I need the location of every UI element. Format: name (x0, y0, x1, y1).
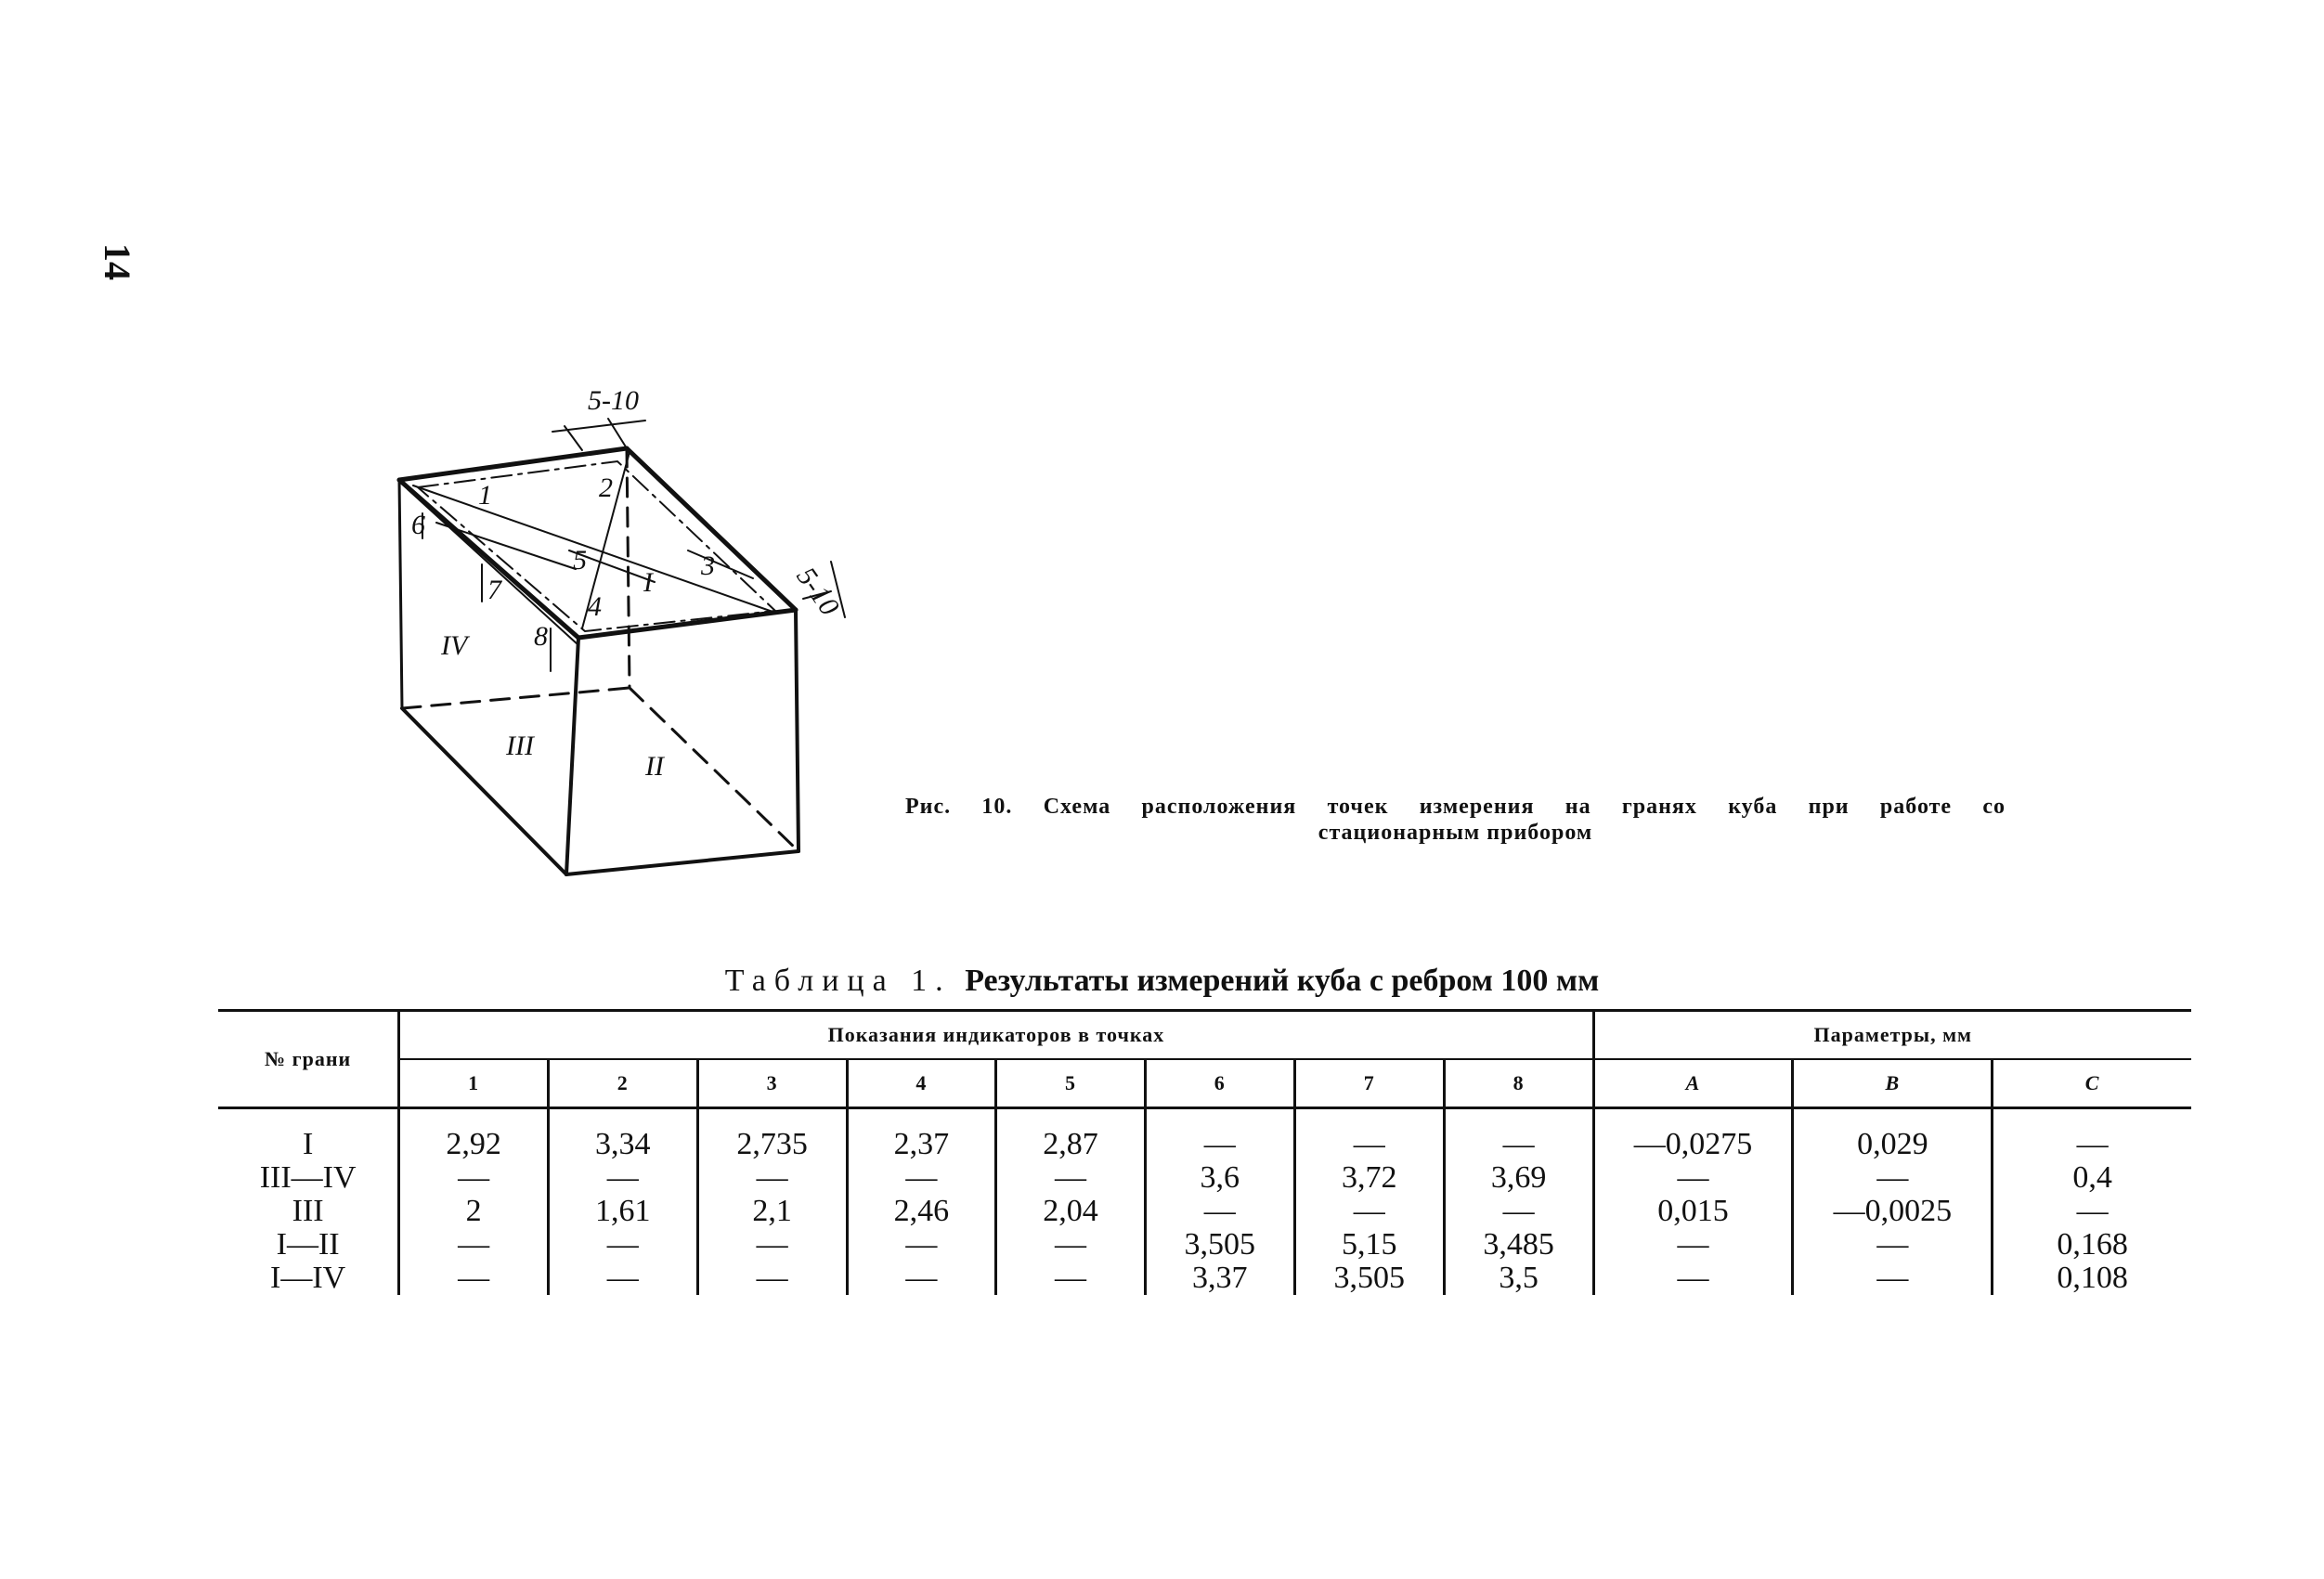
dimension-label: 5-10 (588, 385, 639, 416)
point-cell: 3,5 (1444, 1262, 1593, 1295)
point-cell: — (399, 1228, 549, 1262)
header-param: B (1793, 1059, 1993, 1108)
point-cell: 3,505 (1145, 1228, 1294, 1262)
cube-edge (399, 480, 402, 708)
table-row (218, 1262, 2191, 1295)
point-cell: — (1444, 1108, 1593, 1162)
hidden-edge (402, 688, 630, 708)
table-row (218, 1108, 2191, 1162)
face-cell: III (292, 1194, 324, 1228)
point-cell: 2,04 (996, 1195, 1146, 1228)
param-cell: — (1793, 1262, 1993, 1295)
param-cell: — (1993, 1108, 2191, 1162)
point-cell: 2,92 (399, 1108, 549, 1162)
header-point: 7 (1294, 1059, 1444, 1108)
point-label: 6 (411, 510, 425, 540)
table-title-text: Результаты измерений куба с ребром 100 мм (965, 964, 1600, 998)
point-label: 2 (599, 472, 613, 503)
point-label: 8 (534, 621, 548, 652)
point-cell: 3,6 (1145, 1161, 1294, 1195)
point-label: 1 (478, 480, 492, 511)
point-cell: — (697, 1161, 847, 1195)
point-cell: 2,1 (697, 1195, 847, 1228)
param-cell: 0,015 (1593, 1195, 1793, 1228)
param-cell: — (1593, 1228, 1793, 1262)
point-cell: 3,37 (1145, 1262, 1294, 1295)
point-cell: 2,87 (996, 1108, 1146, 1162)
table-title (0, 964, 2324, 999)
caption-line-1: Рис. 10. Схема расположения точек измерения на гранях куба при работе со (905, 795, 2006, 819)
header-point: 1 (399, 1059, 549, 1108)
face-cell: I—IV (270, 1261, 346, 1295)
header-indicators: Показания индикаторов в точках (399, 1011, 1593, 1060)
header-param: C (1993, 1059, 2191, 1108)
param-cell: — (1593, 1262, 1793, 1295)
point-label: 5 (573, 545, 587, 576)
param-cell: — (1993, 1195, 2191, 1228)
header-point: 2 (548, 1059, 697, 1108)
point-cell: — (399, 1262, 549, 1295)
point-cell: — (996, 1161, 1146, 1195)
face-cell: III—IV (259, 1160, 357, 1195)
cube-edge (578, 610, 796, 638)
param-cell: —0,0025 (1793, 1195, 1993, 1228)
point-cell: — (1294, 1108, 1444, 1162)
point-cell: — (548, 1262, 697, 1295)
table-row (218, 1195, 2191, 1228)
point-cell: 1,61 (548, 1195, 697, 1228)
cube-edge (796, 610, 798, 851)
cube-edge (566, 638, 578, 874)
point-cell: 3,69 (1444, 1161, 1593, 1195)
param-cell: 0,4 (1993, 1161, 2191, 1195)
results-table (218, 1009, 2191, 1295)
point-cell: 2,46 (847, 1195, 996, 1228)
point-cell: — (548, 1228, 697, 1262)
param-cell: — (1593, 1161, 1793, 1195)
face-label: IV (441, 630, 468, 661)
header-point: 3 (697, 1059, 847, 1108)
param-cell: — (1793, 1161, 1993, 1195)
face-cell: I (302, 1127, 314, 1161)
point-cell: 3,485 (1444, 1228, 1593, 1262)
face-label: II (645, 751, 664, 782)
face-label: I (643, 567, 653, 598)
face-label: III (506, 731, 534, 761)
point-cell: — (847, 1262, 996, 1295)
param-cell: 0,168 (1993, 1228, 2191, 1262)
measurement-line (688, 550, 753, 578)
point-cell: 3,34 (548, 1108, 697, 1162)
cube-measurement-diagram (367, 376, 887, 882)
table-row (218, 1228, 2191, 1262)
point-cell: 2 (399, 1195, 549, 1228)
table-title-lead: Таблица 1. (724, 964, 952, 998)
dimension-label: 5-10 (790, 562, 845, 622)
param-cell: 0,029 (1793, 1108, 1993, 1162)
point-cell: — (1294, 1195, 1444, 1228)
param-cell: — (1793, 1228, 1993, 1262)
point-cell: — (996, 1228, 1146, 1262)
point-cell: — (548, 1161, 697, 1195)
header-point: 4 (847, 1059, 996, 1108)
face-cell: I—II (276, 1227, 340, 1262)
page-number: 14 (97, 243, 138, 280)
cube-edge (402, 708, 566, 874)
header-point: 6 (1145, 1059, 1294, 1108)
caption-line-2: стационарным прибором (1318, 821, 1593, 845)
header-point: 5 (996, 1059, 1146, 1108)
header-params: Параметры, мм (1593, 1011, 2191, 1060)
point-cell: — (996, 1262, 1146, 1295)
cube-edge (566, 851, 798, 874)
figure-caption (905, 794, 2006, 846)
point-cell: — (847, 1161, 996, 1195)
point-cell: — (847, 1228, 996, 1262)
point-label: 7 (487, 575, 501, 605)
point-cell: — (697, 1262, 847, 1295)
point-cell: — (697, 1228, 847, 1262)
param-cell: 0,108 (1993, 1262, 2191, 1295)
point-cell: 3,72 (1294, 1161, 1444, 1195)
point-cell: 2,735 (697, 1108, 847, 1162)
hidden-edge (627, 448, 630, 688)
point-cell: 5,15 (1294, 1228, 1444, 1262)
header-face: № грани (218, 1011, 399, 1108)
table-row (218, 1161, 2191, 1195)
point-label: 4 (588, 591, 602, 622)
param-cell: —0,0275 (1593, 1108, 1793, 1162)
point-label: 3 (701, 550, 715, 581)
point-cell: — (1145, 1195, 1294, 1228)
point-cell: — (1444, 1195, 1593, 1228)
header-param: A (1593, 1059, 1793, 1108)
point-cell: 3,505 (1294, 1262, 1444, 1295)
point-cell: — (1145, 1108, 1294, 1162)
point-cell: 2,37 (847, 1108, 996, 1162)
header-point: 8 (1444, 1059, 1593, 1108)
point-cell: — (399, 1161, 549, 1195)
